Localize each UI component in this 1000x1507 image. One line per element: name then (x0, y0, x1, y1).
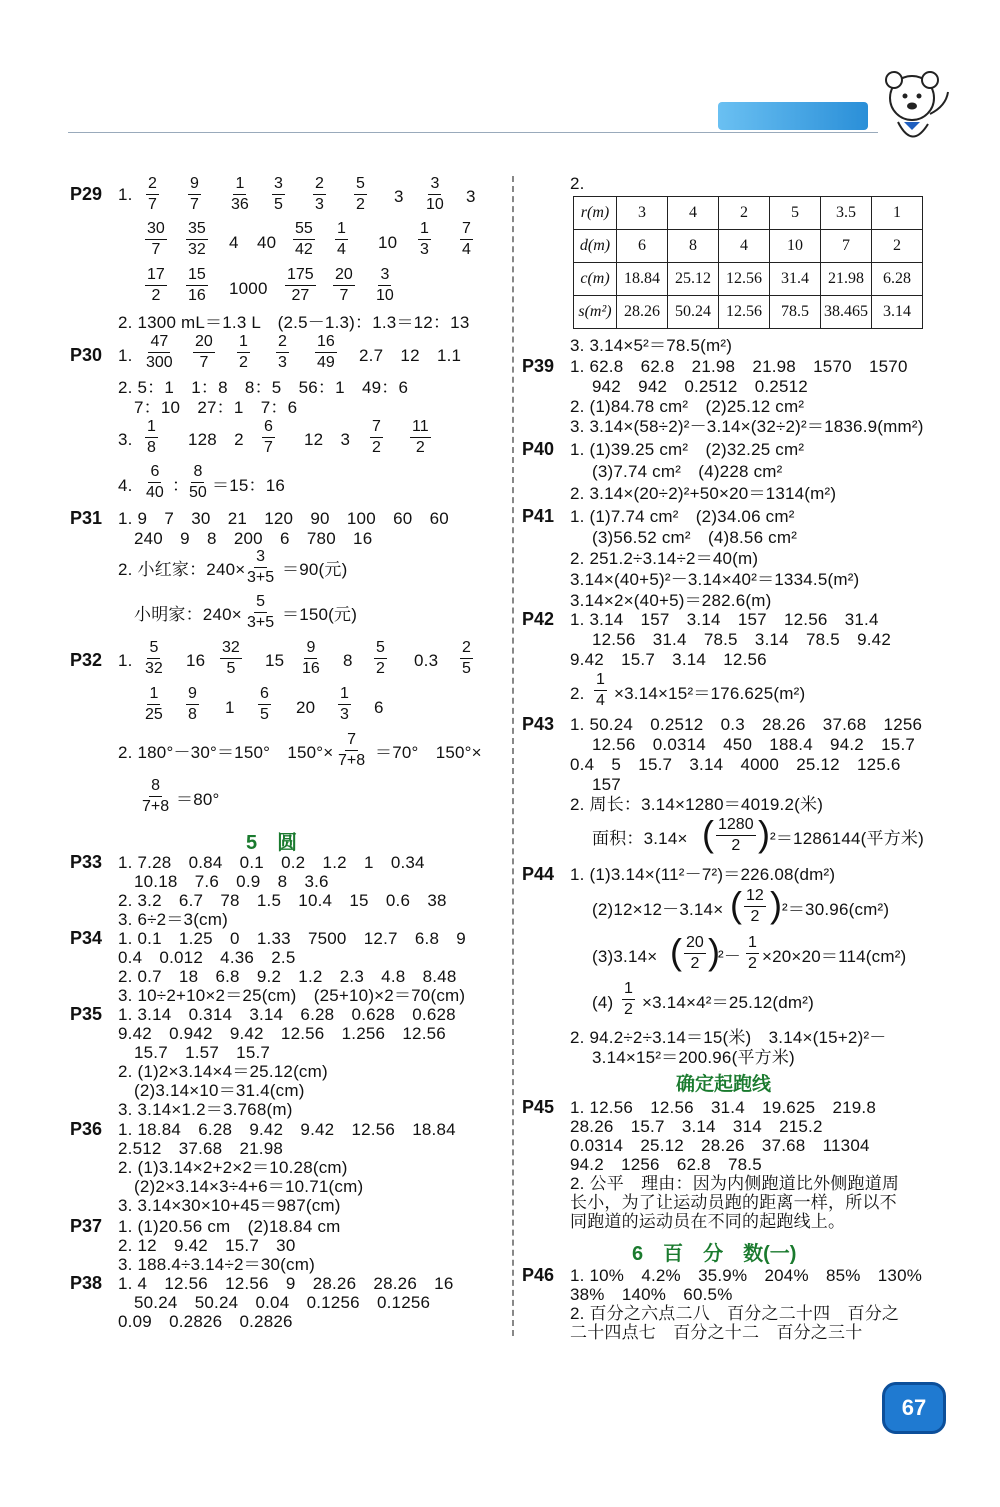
table-cell: 18.84 (617, 263, 668, 296)
answer-value: ²＝1286144(平方米) (770, 829, 924, 848)
answer-value: 16 (186, 651, 206, 670)
answer-line: 3. 3.14×5²＝78.5(m²) (570, 336, 733, 355)
answer-line: 3. 10÷2+10×2＝25(cm) (25+10)×2＝70(cm) (118, 986, 466, 1005)
fraction: $\frac{17}{2}$ (147, 266, 165, 304)
fraction: $\frac{20}{7}$ (195, 333, 213, 371)
answer-value: 10 (378, 233, 398, 252)
table-cell: 50.24 (668, 296, 719, 329)
answer-line: 1. 4 12.56 12.56 9 28.26 28.26 16 (118, 1274, 454, 1293)
fraction: $\frac{1}{4}$ (596, 671, 605, 709)
answer-line: 1. 62.8 62.8 21.98 21.98 1570 1570 (570, 357, 908, 376)
table-cell: 28.26 (617, 296, 668, 329)
answer-value: ＝15：16 (212, 476, 286, 495)
fraction: $\frac{3}{10}$ (426, 175, 444, 213)
answer-value: 128 2 (188, 430, 244, 449)
answer-line: 2. 3.2 6.7 78 1.5 10.4 15 0.6 38 (118, 891, 447, 910)
table-cell: 21.98 (821, 263, 872, 296)
answer-line: 1. (1)3.14×(11²－7²)＝226.08(dm²) (570, 865, 836, 884)
fraction: $\frac{11}{2}$ (412, 418, 429, 456)
table-cell: 25.12 (668, 263, 719, 296)
answer-line: 3.14×15²＝200.96(平方米) (592, 1048, 795, 1067)
answer-line: 2. 3.14×(20÷2)²+50×20＝1314(m²) (570, 484, 837, 503)
paren-left: ( (730, 884, 743, 925)
answer-line: 15.7 1.57 15.7 (134, 1043, 271, 1062)
section-title-percent: 6 百 分 数(一) (632, 1243, 797, 1265)
answer-value: 15 (265, 651, 285, 670)
table-cell: 12.56 (719, 263, 770, 296)
answer-line: 38% 140% 60.5% (570, 1285, 733, 1304)
fraction: $\frac{2}{3}$ (278, 333, 287, 371)
column-divider (512, 176, 514, 1336)
fraction: $\frac{1}{4}$ (337, 220, 346, 258)
answer-value: 8 (343, 651, 353, 670)
circle-table (573, 196, 923, 329)
fraction: $\frac{1}{2}$ (748, 934, 757, 972)
page-ref-p38: P38 (70, 1273, 103, 1293)
answer-line: (4) (592, 993, 614, 1012)
answer-line: 2. 12 9.42 15.7 30 (118, 1236, 296, 1255)
answer-line: 1. (1)39.25 cm² (2)32.25 cm² (570, 440, 805, 459)
fraction: $\frac{8}{7+8}$ (142, 777, 170, 815)
fraction: $\frac{9}{8}$ (188, 685, 197, 723)
table-cell: 7 (821, 230, 872, 263)
fraction: $\frac{6}{7}$ (264, 418, 273, 456)
answer-line: 1. (1)20.56 cm (2)18.84 cm (118, 1217, 341, 1236)
answer-line: 28.26 15.7 3.14 314 215.2 (570, 1117, 823, 1136)
answer-line: 0.09 0.2826 0.2826 (118, 1312, 293, 1331)
answer-line: 9.42 15.7 3.14 12.56 (570, 650, 767, 669)
page-ref-p29: P29 (70, 184, 103, 204)
table-cell: 1 (872, 197, 923, 230)
answer-value: ²＝30.96(cm²) (782, 900, 890, 919)
fraction: $\frac{9}{7}$ (190, 175, 199, 213)
answer-line: 2. (1)2×3.14×4＝25.12(cm) (118, 1062, 328, 1081)
answer-value: 2.7 12 1.1 (359, 346, 462, 365)
table-cell: 8 (668, 230, 719, 263)
answer-line: 10.18 7.6 0.9 8 3.6 (134, 872, 329, 891)
section-title-circle: 5 圆 (246, 832, 298, 854)
page-ref-p43: P43 (522, 714, 555, 734)
answer-line: 7：10 27：1 7：6 (134, 398, 298, 417)
page-ref-p34: P34 (70, 928, 103, 948)
q-number: 3. (118, 430, 133, 449)
answer-line: 1. 18.84 6.28 9.42 9.42 12.56 18.84 (118, 1120, 456, 1139)
answer-line: 1. 3.14 157 3.14 157 12.56 31.4 (570, 610, 879, 629)
answer-value: ＝150(元) (282, 605, 358, 624)
answer-line: 0.4 5 15.7 3.14 4000 25.12 125.6 (570, 755, 901, 774)
fraction: $\frac{5}{3+5}$ (247, 593, 275, 631)
answer-line: (3)7.74 cm² (4)228 cm² (592, 462, 783, 481)
answer-line: 面积：3.14× (592, 829, 688, 848)
answer-value: ²－ (718, 947, 742, 966)
fraction: $\frac{175}{27}$ (287, 266, 314, 304)
q-number: 1. (118, 346, 133, 365)
answer-line: (3)56.52 cm² (4)8.56 cm² (592, 528, 798, 547)
answer-line: (2)3.14×10＝31.4(cm) (134, 1081, 305, 1100)
answer-line: 2. 周长：3.14×1280＝4019.2(米) (570, 795, 824, 814)
fraction: $\frac{5}{2}$ (356, 175, 365, 213)
page-number-badge: 67 (882, 1382, 946, 1434)
paren-left: ( (702, 813, 715, 854)
table-cell: d(m) (574, 230, 617, 263)
fraction: $\frac{1}{25}$ (145, 685, 163, 723)
bear-mascot-icon (876, 70, 954, 152)
table-cell: 3 (617, 197, 668, 230)
q-number: 2. (570, 684, 585, 703)
fraction: $\frac{6}{5}$ (260, 685, 269, 723)
answer-line: 1. 10% 4.2% 35.9% 204% 85% 130% (570, 1266, 923, 1285)
answer-line: 3.14×2×(40+5)＝282.6(m) (570, 591, 772, 610)
answer-value: ＝80° (176, 790, 220, 809)
fraction: $\frac{20}{7}$ (335, 266, 353, 304)
answer-line: 9.42 0.942 9.42 12.56 1.256 12.56 (118, 1024, 446, 1043)
answer-line: 3. 3.14×30×10+45＝987(cm) (118, 1196, 341, 1215)
answer-line: 0.4 0.012 4.36 2.5 (118, 948, 296, 967)
answer-line: 2. 251.2÷3.14÷2＝40(m) (570, 549, 759, 568)
fraction: $\frac{16}{49}$ (317, 333, 335, 371)
fraction: $\frac{8}{50}$ (189, 463, 207, 501)
fraction: $\frac{12}{2}$ (746, 887, 764, 925)
table-row (574, 197, 923, 230)
page-ref-p30: P30 (70, 345, 103, 365)
answer-line: 3.14×(40+5)²－3.14×40²＝1334.5(m²) (570, 570, 860, 589)
header-banner (718, 102, 868, 130)
fraction: $\frac{1}{3}$ (420, 220, 429, 258)
fraction: $\frac{35}{32}$ (188, 220, 206, 258)
page-ref-p33: P33 (70, 852, 103, 872)
answer-line: 1. 0.1 1.25 0 1.33 7500 12.7 6.8 9 (118, 929, 466, 948)
fraction: $\frac{7}{2}$ (372, 418, 381, 456)
table-cell: 6 (617, 230, 668, 263)
answer-value: 12 3 (304, 430, 351, 449)
fraction: $\frac{7}{4}$ (462, 220, 471, 258)
answer-line: 2. 5：1 1：8 8：5 56：1 49：6 (118, 378, 409, 397)
table-cell: 5 (770, 197, 821, 230)
answer-value: 3 (394, 187, 404, 206)
q-number: 1. (118, 651, 133, 670)
answer-line: 1. 50.24 0.2512 0.3 28.26 37.68 1256 (570, 715, 923, 734)
answer-line: 94.2 1256 62.8 78.5 (570, 1155, 762, 1174)
answer-line: 12.56 31.4 78.5 3.14 78.5 9.42 (592, 630, 891, 649)
page-ref-p44: P44 (522, 864, 555, 884)
answer-value: ＝90(元) (282, 560, 348, 579)
table-cell: 31.4 (770, 263, 821, 296)
page-ref-p36: P36 (70, 1119, 103, 1139)
answer-line: 小明家：240× (134, 605, 242, 624)
fraction: $\frac{2}{3}$ (315, 175, 324, 213)
answer-line: 2. 0.7 18 6.8 9.2 1.2 2.3 4.8 8.48 (118, 967, 457, 986)
answer-value: ×3.14×4²＝25.12(dm²) (642, 993, 814, 1012)
table-cell: 2 (872, 230, 923, 263)
paren-left: ( (670, 931, 683, 972)
fraction: $\frac{1}{2}$ (239, 333, 248, 371)
answer-value: 40 (257, 233, 277, 252)
paren-right: ) (758, 813, 771, 854)
answer-line: 2. (1)84.78 cm² (2)25.12 cm² (570, 397, 805, 416)
fraction: $\frac{1}{36}$ (231, 175, 249, 213)
table-cell: 12.56 (719, 296, 770, 329)
answer-line: (3)3.14× (592, 947, 658, 966)
answer-line: 3. 6÷2＝3(cm) (118, 910, 228, 929)
table-row (574, 230, 923, 263)
q-number: 1. (118, 185, 133, 204)
table-cell: 6.28 (872, 263, 923, 296)
answer-value: ＝70° 150°× (375, 743, 482, 762)
table-cell: 38.465 (821, 296, 872, 329)
page-ref-p45: P45 (522, 1097, 555, 1117)
answer-line: 2. 1300 mL＝1.3 L (2.5－1.3)：1.3＝12：13 (118, 313, 470, 332)
page-ref-p37: P37 (70, 1216, 103, 1236)
header-rule (68, 132, 878, 133)
fraction: $\frac{3}{5}$ (274, 175, 283, 213)
answer-line: 二十四点七 百分之十二 百分之三十 (570, 1323, 863, 1342)
answer-line: 同跑道的运动员在不同的起跑线上。 (570, 1212, 846, 1231)
table-cell: 3.14 (872, 296, 923, 329)
q-number: 4. (118, 476, 133, 495)
answer-value: 4 (229, 233, 239, 252)
answer-line: 2. 180°－30°＝150° 150°× (118, 743, 334, 762)
fraction: $\frac{1}{3}$ (340, 685, 349, 723)
fraction: $\frac{7}{7+8}$ (338, 731, 366, 769)
table-cell: 3.5 (821, 197, 872, 230)
answer-line: 12.56 0.0314 450 188.4 94.2 15.7 (592, 735, 916, 754)
fraction: $\frac{6}{40}$ (146, 463, 164, 501)
answer-line: 50.24 50.24 0.04 0.1256 0.1256 (134, 1293, 431, 1312)
fraction: $\frac{5}{32}$ (145, 639, 163, 677)
table-cell: 4 (668, 197, 719, 230)
page-ref-p39: P39 (522, 356, 555, 376)
fraction: $\frac{2}{7}$ (148, 175, 157, 213)
table-cell: s(m²) (574, 296, 617, 329)
ratio-colon: ： (172, 476, 190, 495)
answer-line: 2. 公平 理由：因为内侧跑道比外侧跑道周 (570, 1174, 900, 1193)
answer-line: (2)12×12－3.14× (592, 900, 724, 919)
table-cell: c(m) (574, 263, 617, 296)
fraction: $\frac{3}{10}$ (376, 266, 394, 304)
table-row (574, 263, 923, 296)
table-cell: 78.5 (770, 296, 821, 329)
answer-value: 6 (374, 698, 384, 717)
answer-line: 长小，为了让运动员跑的距离一样，所以不 (570, 1193, 897, 1212)
fraction: $\frac{1}{8}$ (147, 418, 156, 456)
answer-line: 1. 3.14 0.314 3.14 6.28 0.628 0.628 (118, 1005, 456, 1024)
fraction: $\frac{15}{16}$ (188, 266, 206, 304)
answer-line: 1. 12.56 12.56 31.4 19.625 219.8 (570, 1098, 877, 1117)
fraction: $\frac{55}{42}$ (295, 220, 313, 258)
table-row (574, 296, 923, 329)
q-number: 2. (570, 174, 585, 193)
fraction: $\frac{3}{3+5}$ (247, 548, 275, 586)
answer-value: 0.3 (414, 651, 439, 670)
answer-line: 2. 小红家：240× (118, 560, 246, 579)
answer-value: 3 (466, 187, 476, 206)
paren-right: ) (770, 884, 783, 925)
fraction: $\frac{1280}{2}$ (718, 816, 754, 854)
answer-value: ×20×20＝114(cm²) (762, 947, 907, 966)
answer-line: 2. 百分之六点二八 百分之二十四 百分之 (570, 1304, 900, 1323)
answer-line: 1. (1)7.74 cm² (2)34.06 cm² (570, 507, 795, 526)
page-ref-p32: P32 (70, 650, 103, 670)
table-cell: 4 (719, 230, 770, 263)
answer-value: 20 (296, 698, 316, 717)
page-ref-p35: P35 (70, 1004, 103, 1024)
answer-line: 0.0314 25.12 28.26 37.68 11304 (570, 1136, 870, 1155)
answer-value: 1 (225, 698, 235, 717)
answer-line: (2)2×3.14×3÷4+6＝10.71(cm) (134, 1177, 364, 1196)
page-ref-p40: P40 (522, 439, 555, 459)
answer-line: 2. (1)3.14×2+2×2＝10.28(cm) (118, 1158, 348, 1177)
fraction: $\frac{1}{2}$ (624, 980, 633, 1018)
answer-value: 1000 (229, 279, 268, 298)
table-cell: r(m) (574, 197, 617, 230)
fraction: $\frac{2}{5}$ (462, 639, 471, 677)
answer-line: 942 942 0.2512 0.2512 (592, 377, 808, 396)
answer-line: 1. 9 7 30 21 120 90 100 60 60 (118, 509, 449, 528)
fraction: $\frac{5}{2}$ (376, 639, 385, 677)
answer-line: 1. 7.28 0.84 0.1 0.2 1.2 1 0.34 (118, 853, 425, 872)
answer-value: ×3.14×15²＝176.625(m²) (614, 684, 806, 703)
answer-line: 2. 94.2÷2÷3.14＝15(米) 3.14×(15+2)²－ (570, 1028, 887, 1047)
answer-line: 240 9 8 200 6 780 16 (134, 529, 373, 548)
answer-line: 3. 3.14×1.2＝3.768(m) (118, 1100, 293, 1119)
paren-right: ) (708, 931, 721, 972)
answer-line: 3. 3.14×(58÷2)²－3.14×(32÷2)²＝1836.9(mm²) (570, 417, 924, 436)
fraction: $\frac{32}{5}$ (222, 639, 240, 677)
page-ref-p31: P31 (70, 508, 103, 528)
fraction: $\frac{30}{7}$ (147, 220, 165, 258)
fraction: $\frac{47}{300}$ (146, 333, 173, 371)
fraction: $\frac{20}{2}$ (686, 934, 704, 972)
answer-line: 2.512 37.68 21.98 (118, 1139, 284, 1158)
answer-line: 157 (592, 775, 621, 794)
page-ref-p41: P41 (522, 506, 555, 526)
section-title-start-line: 确定起跑线 (676, 1074, 772, 1095)
table-cell: 10 (770, 230, 821, 263)
page-ref-p42: P42 (522, 609, 555, 629)
fraction: $\frac{9}{16}$ (302, 639, 320, 677)
table-cell: 2 (719, 197, 770, 230)
answer-line: 3. 188.4÷3.14÷2＝30(cm) (118, 1255, 315, 1274)
page-ref-p46: P46 (522, 1265, 555, 1285)
